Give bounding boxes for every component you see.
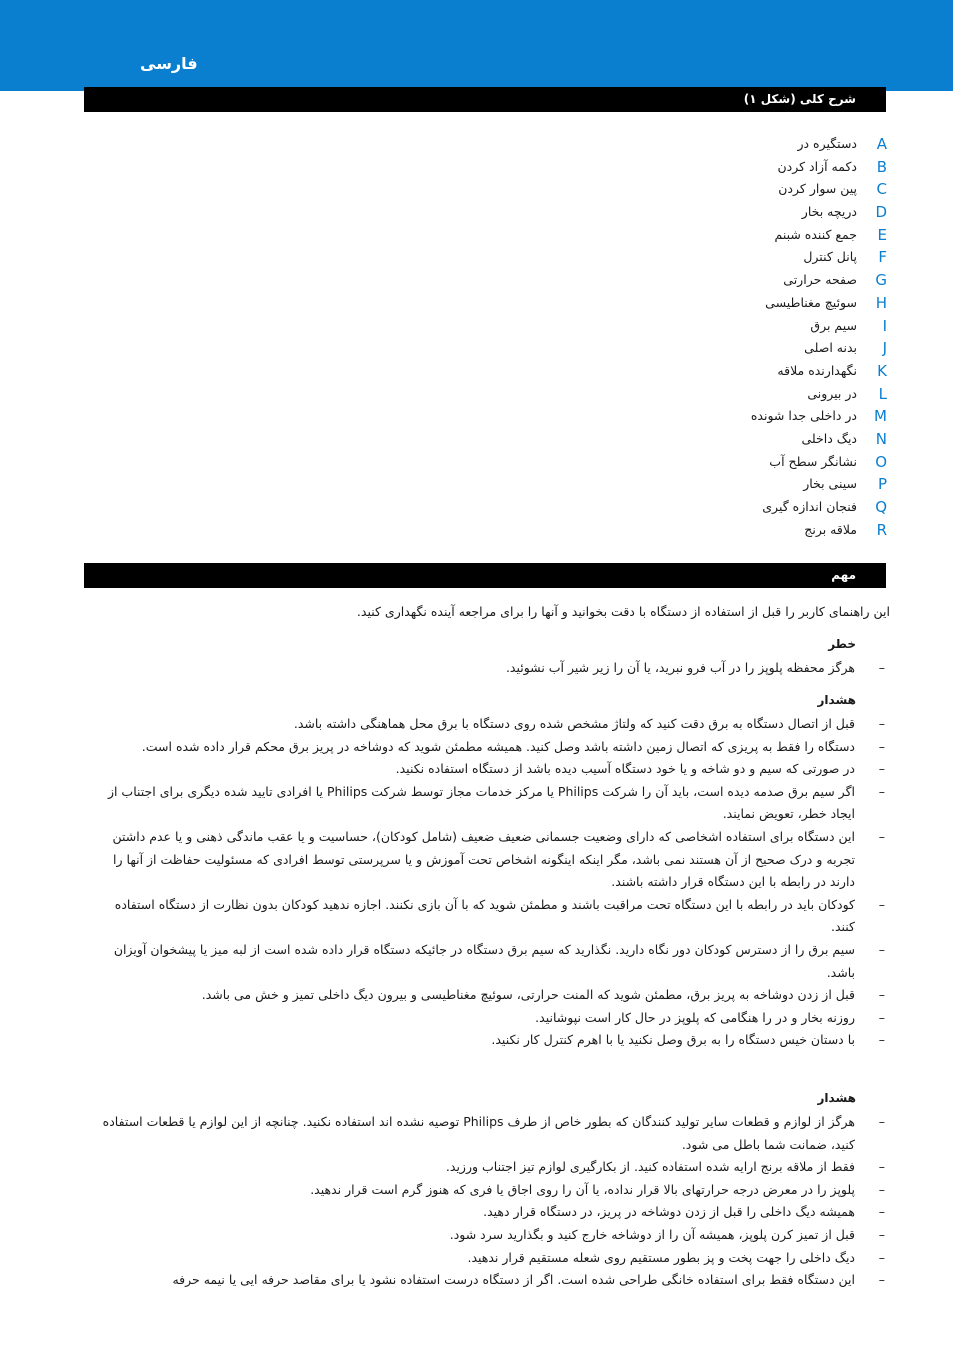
bullet-dash: – xyxy=(878,1272,885,1288)
warning-list xyxy=(95,713,888,1052)
part-letter: C xyxy=(876,180,887,199)
bullet-item xyxy=(95,1224,888,1247)
part-label: سینی بخار xyxy=(803,476,857,492)
part-item xyxy=(600,428,890,451)
part-item xyxy=(600,156,890,179)
bullet-item xyxy=(95,713,888,736)
section-heading-overview: شرح کلی (شکل ۱) xyxy=(84,87,886,112)
bullet-dash: – xyxy=(878,1159,885,1175)
part-label: سوئیچ مغناطیسی xyxy=(765,294,857,310)
part-letter: B xyxy=(876,157,887,176)
bullet-item xyxy=(95,1007,888,1030)
danger-heading: خطر xyxy=(828,637,856,651)
bullet-text: کودکان باید در رابطه با این دستگاه تحت مراقبت باشند و مطمئن شوید که با آن بازی نکنند. اجازه ندهید کودکان بدون نظارت از دستگاه استفاده کنند. xyxy=(114,896,855,935)
part-item xyxy=(600,315,890,338)
part-label: پین سوار کردن xyxy=(778,181,857,197)
part-letter: E xyxy=(877,225,887,244)
bullet-item xyxy=(95,758,888,781)
part-letter: R xyxy=(876,520,887,539)
bullet-text: قبل از تمیز کرن پلوپز، همیشه آن را از دوشاخه خارج کنید و بگذارید سرد شود. xyxy=(449,1226,855,1242)
bullet-text: همیشه دیگ داخلی را قبل از زدن دوشاخه در پریز، در دستگاه قرار دهید. xyxy=(483,1204,855,1220)
part-item xyxy=(600,473,890,496)
bullet-dash: – xyxy=(878,987,885,1003)
parts-list xyxy=(600,133,890,541)
bullet-text: قبل از زدن دوشاخه به پریز برق، مطمئن شوید که المنت حرارتی، سوئیچ مغناطیسی و بیرون دیگ داخلی تمیز و خش می باشد. xyxy=(201,987,855,1003)
bullet-item xyxy=(95,1179,888,1202)
part-label: ملاقه برنج xyxy=(804,521,857,537)
part-label: پانل کنترل xyxy=(803,249,857,265)
bullet-text: دستگاه را فقط به پریزی که اتصال زمین داشته باشد وصل کنید. همیشه مطمئن شوید که دوشاخه در پریز برق محکم قرار داده شده است. xyxy=(141,738,855,754)
part-letter: G xyxy=(875,271,887,290)
bullet-dash: – xyxy=(878,1226,885,1242)
bullet-text: دیگ داخلی را جهت پخت و پز بطور مستقیم روی شعله مستقیم قرار ندهید. xyxy=(467,1249,855,1265)
part-item xyxy=(600,269,890,292)
part-item xyxy=(600,337,890,360)
danger-list xyxy=(95,657,888,680)
bullet-dash: – xyxy=(878,761,885,777)
bullet-dash: – xyxy=(878,1009,885,1025)
bullet-item xyxy=(95,1247,888,1270)
language-title: فارسی xyxy=(140,54,198,73)
bullet-item xyxy=(95,1156,888,1179)
bullet-text: هرگز از لوازم و قطعات سایر تولید کنندگان که بطور خاص از طرف Philips توصیه نشده اند استفاده نکنید. چنانچه از این لوازم یا قطعات استفاده کنید، ضمانت شما باطل می شود. xyxy=(102,1114,855,1152)
bullet-text: اگر سیم برق صدمه دیده است، باید آن را شرکت Philips یا مرکز خدمات مجاز توسط شرکت Philips یا افرادی تایید شده دیگری برای اجتناب از ایجاد خطر، تعویض نمایند. xyxy=(107,783,855,822)
bullet-dash: – xyxy=(878,1204,885,1220)
caution-list xyxy=(95,1111,888,1292)
bullet-dash: – xyxy=(878,738,885,754)
part-letter: I xyxy=(882,316,887,335)
part-letter: P xyxy=(877,475,887,494)
bullet-text: روزنه بخار و در را هنگامی که پلوپز در حال کار است نپوشانید. xyxy=(535,1009,855,1025)
part-label: صفحه حرارتی xyxy=(783,272,857,288)
bullet-item xyxy=(95,736,888,759)
header-band xyxy=(0,0,953,91)
part-item xyxy=(600,405,890,428)
part-item xyxy=(600,383,890,406)
part-label: دستگیره در xyxy=(797,136,857,151)
part-letter: N xyxy=(875,429,887,448)
part-item xyxy=(600,133,890,156)
part-item xyxy=(600,246,890,269)
bullet-dash: – xyxy=(878,716,885,731)
part-item xyxy=(600,292,890,315)
part-letter: M xyxy=(874,407,887,426)
bullet-item xyxy=(95,894,888,939)
part-letter: L xyxy=(878,384,887,403)
bullet-text: در صورتی که سیم و دو شاخه و یا خود دستگاه آسیب دیده باشد از دستگاه استفاده نکنید. xyxy=(395,761,855,777)
bullet-text: پلوپز را در معرض درجه حرارتهای بالا قرار نداده، یا آن را روی اجاق یا فری که هنوز گرم است قرار ندهید. xyxy=(310,1181,855,1197)
bullet-dash: – xyxy=(878,941,885,957)
part-label: دیگ داخلی xyxy=(801,430,857,446)
intro-paragraph: این راهنمای کاربر را قبل از استفاده از دستگاه با دقت بخوانید و آنها را برای مراجعه آینده نگهداری کنید. xyxy=(356,604,890,619)
bullet-item xyxy=(95,781,888,826)
part-item xyxy=(600,178,890,201)
part-label: بدنه اصلی xyxy=(804,340,857,356)
part-letter: D xyxy=(875,203,887,222)
part-letter: J xyxy=(882,339,887,358)
caution-heading: هشدار xyxy=(817,1091,856,1105)
part-letter: H xyxy=(875,293,887,312)
part-letter: Q xyxy=(875,498,887,516)
part-label: در بیرونی xyxy=(807,385,857,401)
part-label: نشانگر سطح آب xyxy=(769,453,857,469)
bullet-item xyxy=(95,1201,888,1224)
part-item xyxy=(600,496,890,519)
bullet-dash: – xyxy=(878,828,885,844)
bullet-dash: – xyxy=(878,660,885,675)
section-heading-important: مهم xyxy=(84,563,886,588)
part-label: فنجان اندازه گیری xyxy=(762,499,857,514)
bullet-item xyxy=(95,939,888,984)
part-item xyxy=(600,201,890,224)
bullet-dash: – xyxy=(878,1249,885,1265)
bullet-dash: – xyxy=(878,783,885,799)
part-letter: O xyxy=(875,452,887,471)
part-letter: K xyxy=(877,361,887,380)
part-item xyxy=(600,519,890,542)
part-label: جمع کننده شبنم xyxy=(774,226,857,242)
bullet-text: با دستان خیس دستگاه را به برق وصل نکنید یا با اهرم کنترل کار نکنید. xyxy=(491,1032,855,1048)
bullet-item xyxy=(95,826,888,894)
part-label: نگهدارنده ملاقه xyxy=(777,362,857,378)
part-label: در داخلی جدا شونده xyxy=(750,408,857,424)
bullet-item xyxy=(95,984,888,1007)
part-letter: F xyxy=(878,248,887,267)
part-label: دکمه آزاد کردن xyxy=(777,158,857,174)
bullet-text: فقط از ملاقه برنج ارایه شده استفاده کنید. از بکارگیری لوازم تیز اجتناب ورزید. xyxy=(445,1159,855,1175)
part-item xyxy=(600,451,890,474)
bullet-dash: – xyxy=(878,1181,885,1197)
bullet-text: این دستگاه فقط برای استفاده خانگی طراحی شده است. اگر از دستگاه درست استفاده نشود یا برای مقاصد حرفه ایی یا نیمه حرفه xyxy=(172,1272,855,1288)
part-letter: A xyxy=(876,135,887,153)
warning-heading: هشدار xyxy=(817,693,856,707)
bullet-item xyxy=(95,1111,888,1156)
bullet-dash: – xyxy=(878,896,885,912)
bullet-text: قبل از اتصال دستگاه به برق دقت کنید که ولتاژ مشخص شده روی دستگاه با برق محل هماهنگی داشته باشد. xyxy=(293,716,855,731)
bullet-dash: – xyxy=(878,1114,885,1129)
bullet-text: سیم برق را از دسترس کودکان دور نگاه دارید. نگذارید که سیم برق دستگاه در جائیکه دستگاه قرار داده شده است از لبه میز یا پیشخوان آویزان باشد. xyxy=(113,941,855,980)
bullet-text: این دستگاه برای استفاده اشخاصی که دارای وضعیت جسمانی ضعیف ضعیف (شامل کودکان)، حساسیت و یا عقب ماندگی ذهنی و یا عدم داشتن تجربه و درک صحیح از آن هستند نمی باشد، مگر اینکه اینگونه اشخاص تحت آموزش و یا سرپرستی توسط افرادی که مسئولیت حفاظت از آنها را دارند در رابطه با این دستگاه قرار داشته باشند. xyxy=(112,828,855,890)
part-item xyxy=(600,224,890,247)
bullet-item xyxy=(95,1269,888,1292)
part-label: سیم برق xyxy=(810,317,857,333)
bullet-text: هرگز محفظه پلوپز را در آب فرو نبرید، یا آن را زیر شیر آب نشوئید. xyxy=(505,660,855,675)
bullet-item xyxy=(95,657,888,680)
bullet-item xyxy=(95,1029,888,1052)
part-item xyxy=(600,360,890,383)
part-label: دریچه بخار xyxy=(801,204,857,220)
bullet-dash: – xyxy=(878,1032,885,1048)
